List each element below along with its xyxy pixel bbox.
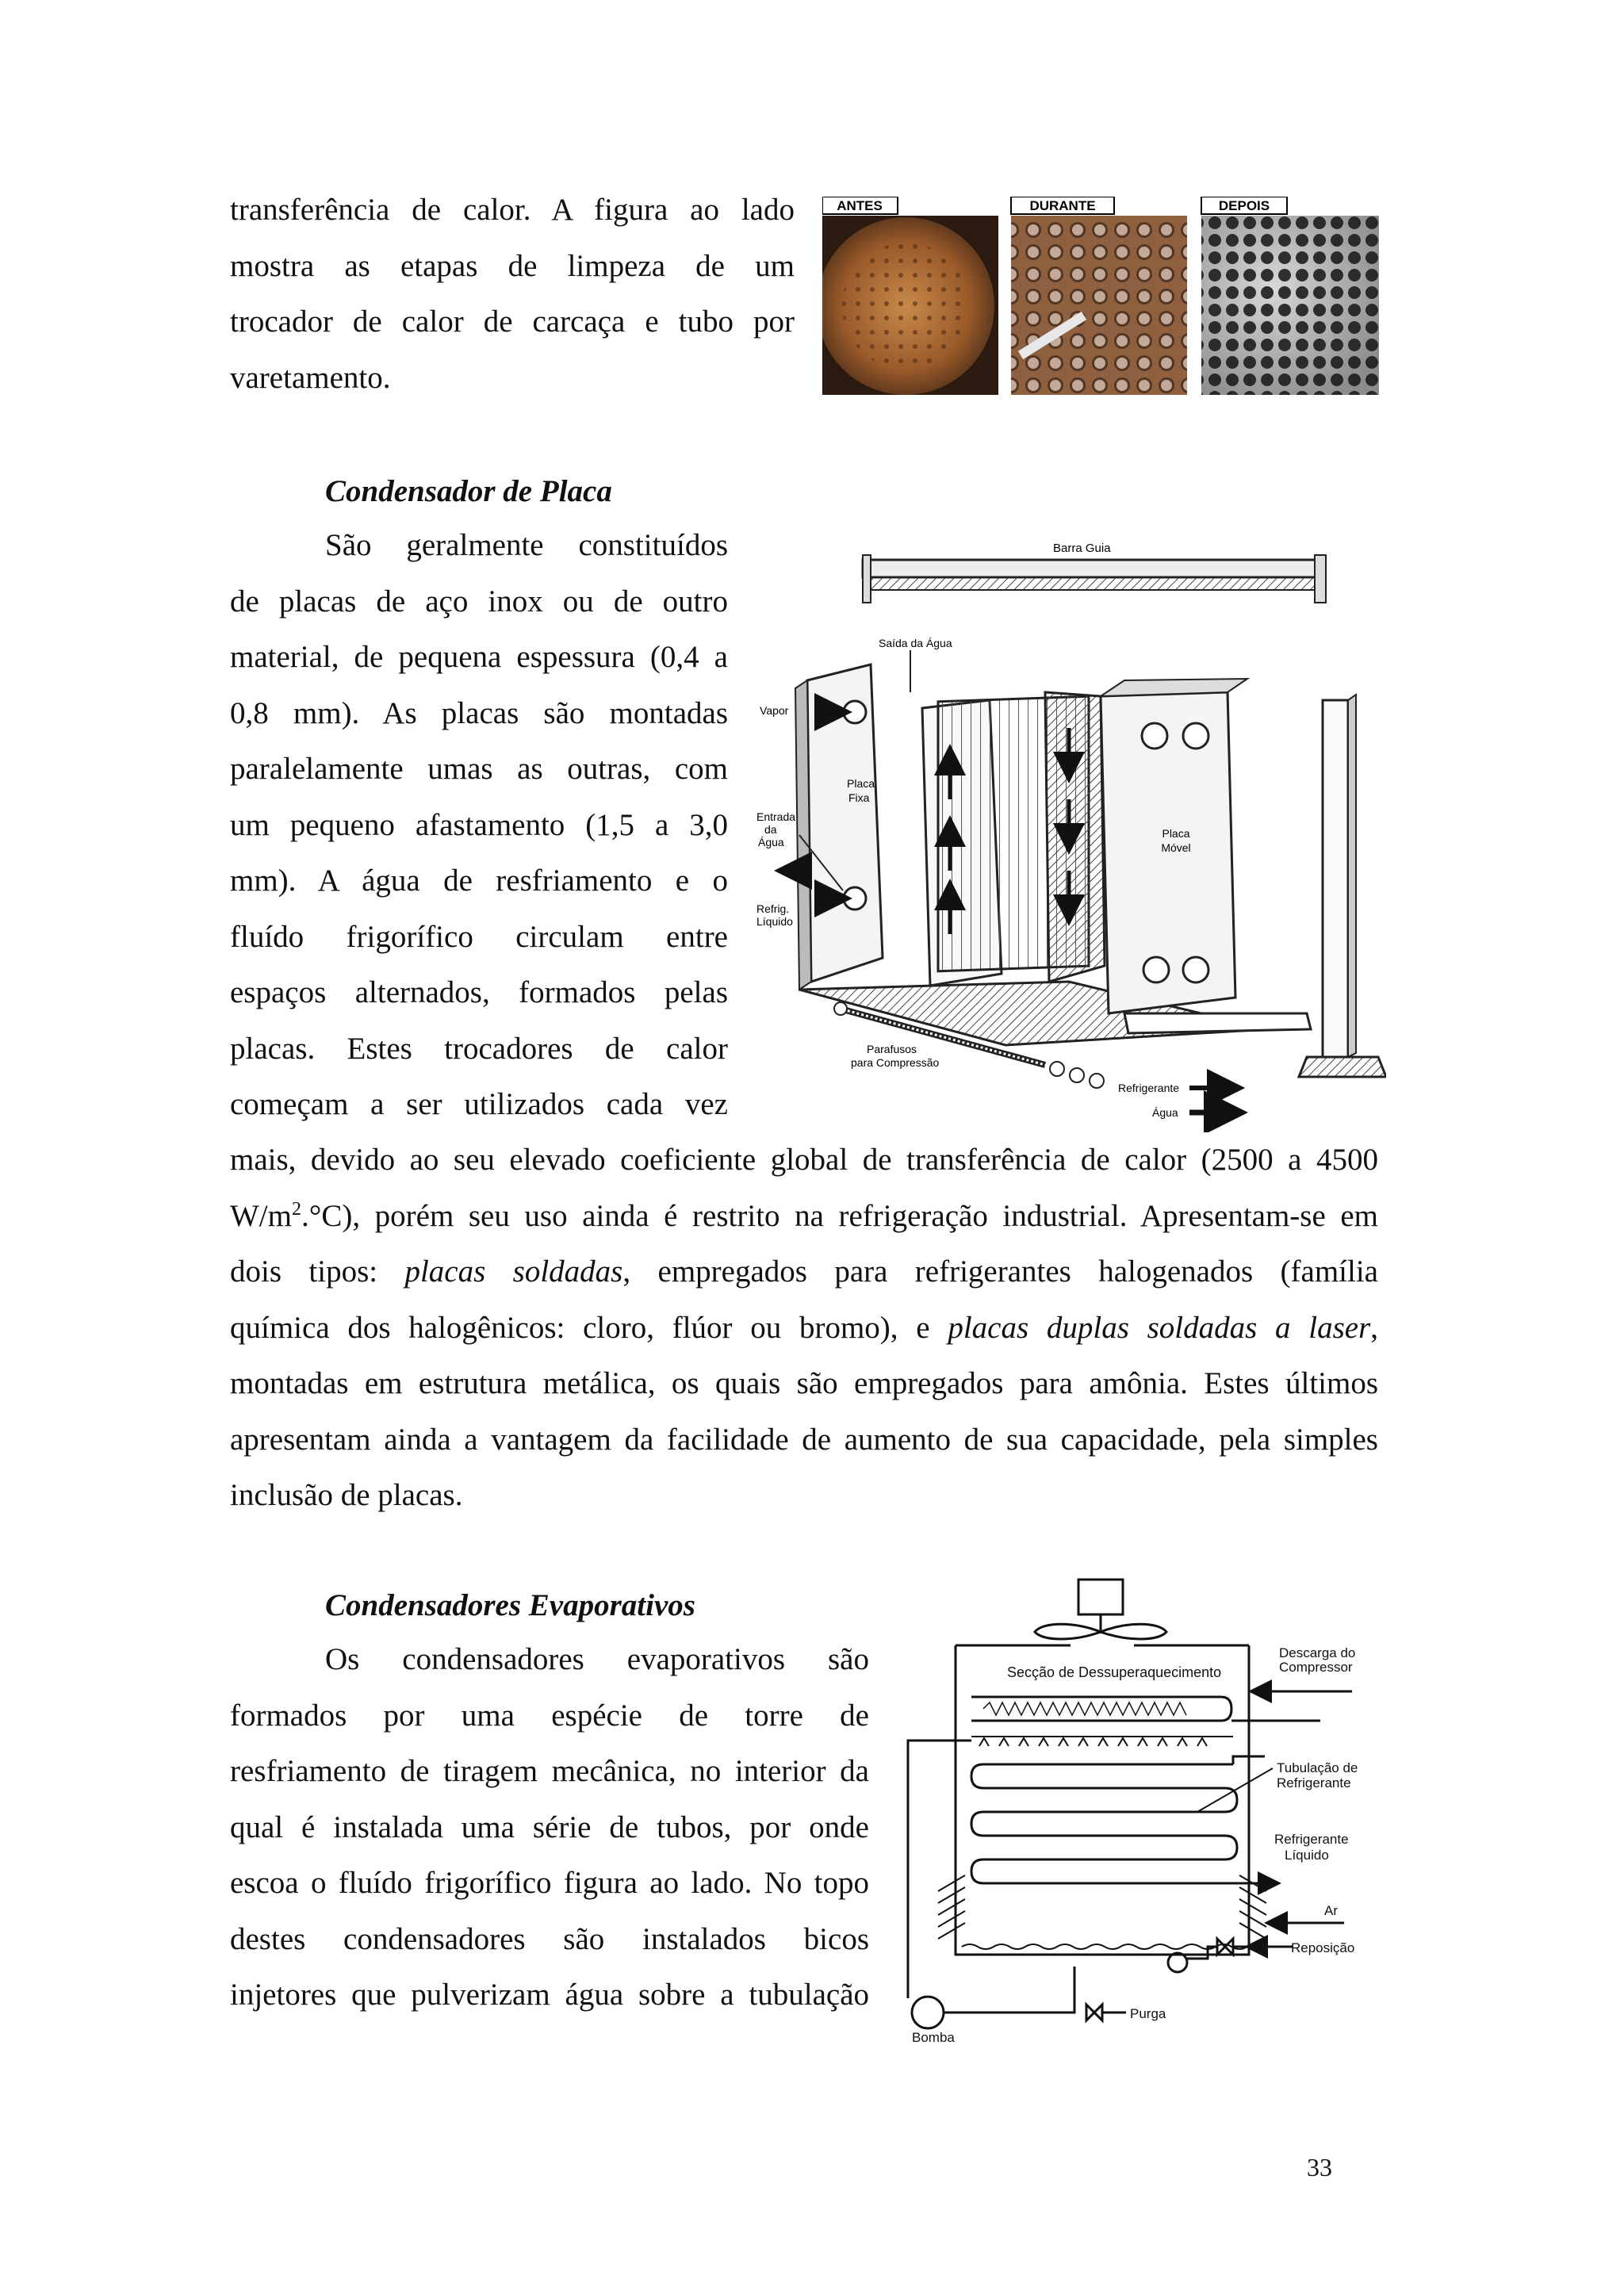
svg-text:Placa: Placa [1162,827,1190,840]
plate-line: São geralmente constituídos [325,528,728,562]
svg-text:Refrigerante: Refrigerante [1118,1082,1180,1094]
intro-line: trocador de calor de carcaça e tubo por [230,304,795,339]
svg-text:da: da [764,823,777,836]
svg-text:Descarga do: Descarga do [1279,1645,1356,1660]
svg-text:Entrada: Entrada [756,810,796,823]
plate-full-line: montadas em estrutura metálica, os quais são empregados para amônia. Estes últimos [230,1366,1378,1400]
fan-motor [1035,1580,1166,1639]
plate-exchanger-diagram [752,538,1386,1132]
svg-text:Refrig.: Refrig. [756,902,790,915]
plate-side-paragraph [230,518,728,1133]
flow-legend [1118,1082,1237,1119]
intro-line: mostra as etapas de limpeza de um [230,248,795,283]
evap-line: qual é instalada uma série de tubos, por onde [230,1810,869,1844]
plate-line: fluído frigorífico circulam entre [230,919,728,954]
plate-line: mm). A água de resfriamento e o [230,864,728,898]
svg-text:Saída da Água: Saída da Água [879,637,952,649]
plate-line: 0,8 mm). As placas são montadas [230,695,728,730]
svg-text:Líquido: Líquido [756,915,793,928]
evap-line: formados por uma espécie de torre de [230,1698,869,1733]
intro-paragraph [230,182,795,406]
guide-bar [863,542,1326,603]
evap-line: Os condensadores evaporativos são [325,1642,869,1676]
svg-text:ANTES: ANTES [837,198,883,213]
section-heading-evap: Condensadores Evaporativos [325,1588,695,1622]
plate-full-line: química dos halogênicos: cloro, flúor ou bromo), e placas duplas soldadas a laser, [230,1310,1378,1345]
evap-line: injetores que pulverizam água sobre a tubulação [230,1978,869,2012]
plate-pack [922,692,1105,986]
support-column [1299,695,1386,1077]
plate-line: espaços alternados, formados pelas [230,975,728,1009]
svg-text:Purga: Purga [1130,2006,1166,2021]
label-depois [1201,197,1287,214]
label-antes [822,197,898,214]
plate-line: placas. Estes trocadores de calor [230,1031,728,1066]
plate-line: paralelamente umas as outras, com [230,752,728,786]
refrigerant-coil [971,1764,1237,1883]
svg-text:Água: Água [1152,1106,1178,1119]
svg-text:Parafusos: Parafusos [867,1043,917,1055]
plate-line: começam a ser utilizados cada vez [230,1087,728,1121]
label-durante [1011,197,1114,214]
intro-line: transferência de calor. A figura ao lado [230,193,795,227]
svg-text:Tubulação de: Tubulação de [1277,1760,1358,1775]
cleaning-photos-image [822,197,1379,395]
plate-line: material, de pequena espessura (0,4 a [230,640,728,674]
svg-text:Líquido: Líquido [1285,1848,1329,1863]
plate-full-line: mais, devido ao seu elevado coeficiente global de transferência de calor (2500 a 4500 [230,1143,1378,1177]
intro-line: varetamento. [230,360,391,395]
cleaning-photos-figure [822,197,1379,395]
plate-full-line: dois tipos: placas soldadas, empregados para refrigerantes halogenados (família [230,1254,1378,1289]
svg-text:Bomba: Bomba [912,2030,955,2045]
svg-text:Fixa: Fixa [848,791,870,804]
svg-text:Ar: Ar [1324,1903,1338,1918]
svg-text:Reposição: Reposição [1291,1940,1355,1955]
plate-full-line: inclusão de placas. [230,1478,463,1512]
condenser-casing [956,1645,1249,1903]
svg-text:Secção de Dessuperaquecimento: Secção de Dessuperaquecimento [1007,1664,1222,1680]
page-number: 33 [1307,2153,1332,2181]
evap-line: resfriamento de tiragem mecânica, no interior da [230,1754,869,1788]
svg-text:Água: Água [758,836,784,848]
svg-text:para Compressão: para Compressão [851,1056,940,1069]
plate-line: um pequeno afastamento (1,5 a 3,0 [230,807,728,842]
section-heading-plate: Condensador de Placa [325,474,612,508]
svg-text:Compressor: Compressor [1279,1660,1353,1675]
evaporative-condenser-diagram [900,1578,1376,2046]
svg-text:Barra Guia: Barra Guia [1053,542,1111,555]
svg-text:Refrigerante: Refrigerante [1274,1832,1349,1847]
evap-line: escoa o fluído frigorífico figura ao lado. No topo [230,1866,869,1900]
plate-full-line: $W/m^2.^\circ C$), porém seu uso ainda é restrito na refrigeração industrial. Apresentam-se em [230,1198,1378,1233]
svg-text:Móvel: Móvel [1161,841,1191,854]
movable-plate [1101,679,1247,1013]
plate-full-line: apresentam ainda a vantagem da facilidade de aumento de sua capacidade, pela simples [230,1422,1378,1457]
svg-text:Vapor: Vapor [760,704,789,717]
svg-text:DURANTE: DURANTE [1029,198,1096,213]
svg-text:Refrigerante: Refrigerante [1277,1775,1351,1790]
svg-text:Placa: Placa [847,777,875,790]
plate-line: de placas de aço inox ou de outro [230,584,728,618]
plate-full-paragraph [230,1132,1378,1524]
svg-text:DEPOIS: DEPOIS [1218,198,1270,213]
evap-side-paragraph [230,1632,869,2024]
evap-line: destes condensadores são instalados bicos [230,1921,869,1956]
